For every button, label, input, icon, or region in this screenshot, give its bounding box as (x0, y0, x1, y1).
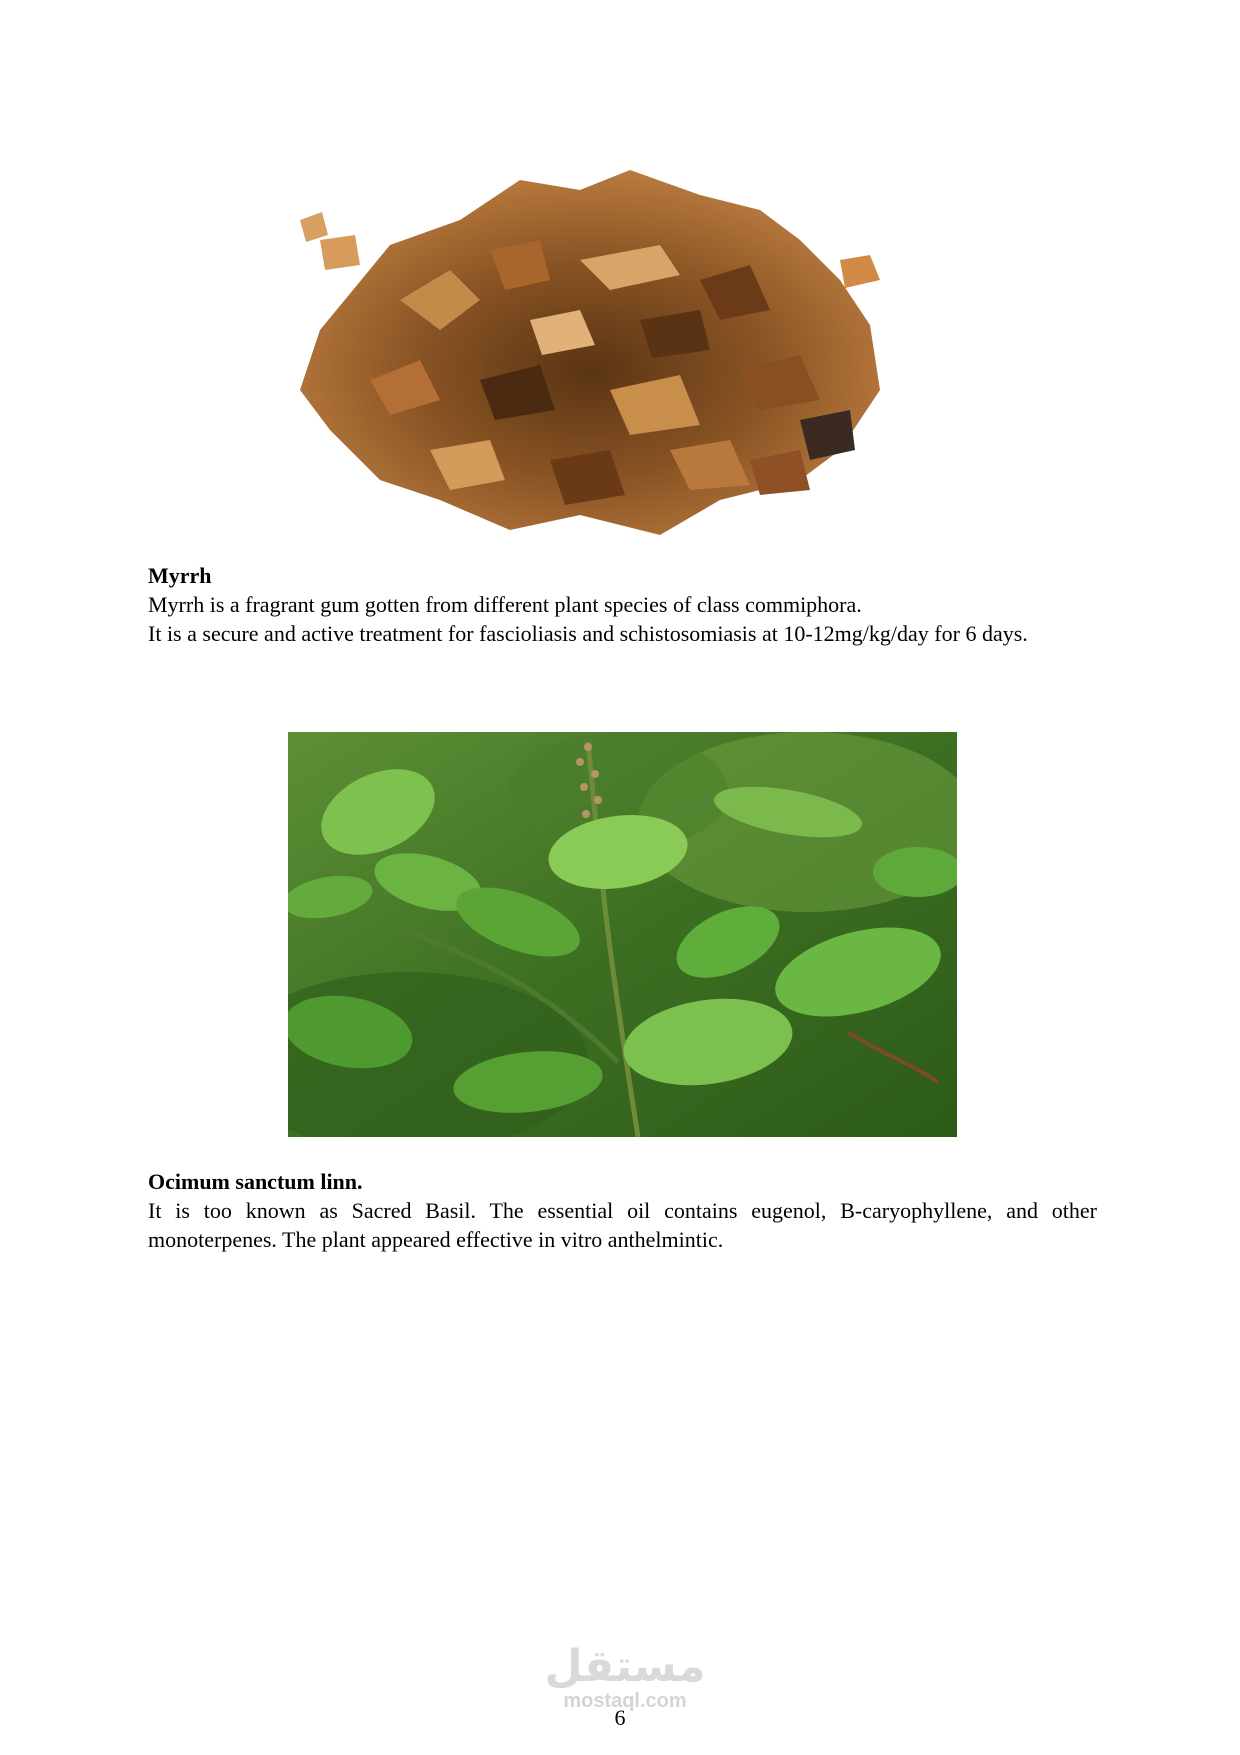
basil-description (148, 1196, 1097, 1254)
myrrh-line-1: Myrrh is a fragrant gum gotten from different plant species of class commiphora. (148, 592, 862, 617)
myrrh-line-2: It is a secure and active treatment for fascioliasis and schistosomiasis at 10-12mg/kg/day for 6 days. (148, 621, 1028, 646)
basil-plant-photo (288, 732, 957, 1137)
watermark-logo: مستقل (544, 1641, 706, 1692)
page-number: 6 (614, 1705, 626, 1730)
myrrh-heading: Myrrh (148, 563, 212, 588)
watermark-url: mostaql.com (563, 1690, 687, 1712)
myrrh-description (148, 590, 1097, 648)
basil-heading: Ocimum sanctum linn. (148, 1169, 363, 1194)
mostaql-watermark (540, 1641, 710, 1712)
basil-line-1: It is too known as Sacred Basil. The essential oil contains eugenol, B-caryophyllene, and other monoterpenes. The plant appeared effective in vitro anthelmintic. (148, 1198, 1097, 1252)
myrrh-resin-photo (280, 150, 920, 560)
